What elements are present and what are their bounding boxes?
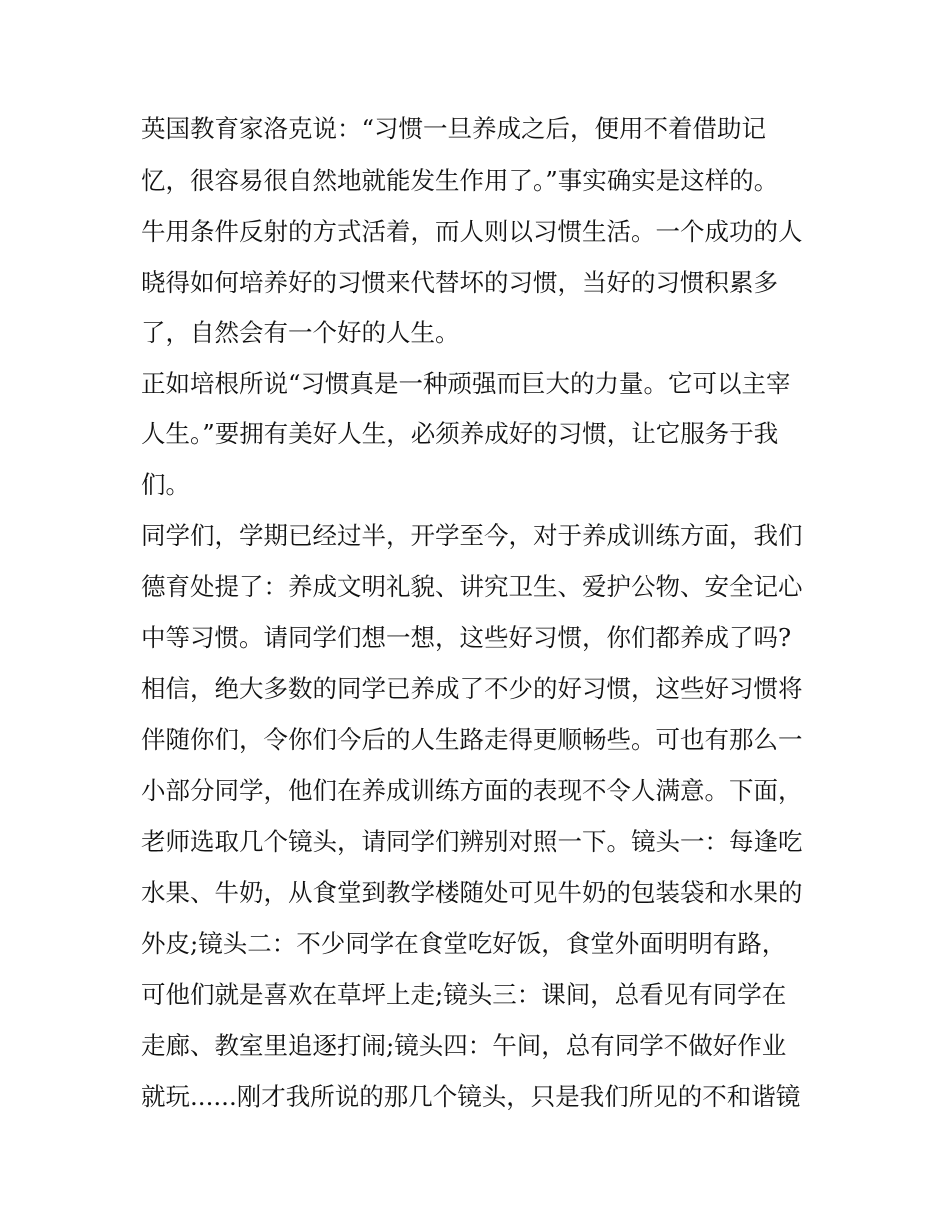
text-line: 老师选取几个镜头，请同学们辨别对照一下。镜头一：每逢吃 bbox=[141, 827, 803, 856]
text-line: 走廊、教室里追逐打闹;镜头四：午间，总有同学不做好作业 bbox=[141, 1031, 787, 1060]
text-line: 们。 bbox=[141, 470, 190, 499]
text-line: 水果、牛奶，从食堂到教学楼随处可见牛奶的包装袋和水果的 bbox=[141, 878, 803, 907]
text-line: 外皮;镜头二：不少同学在食堂吃好饭，食堂外面明明有路， bbox=[141, 929, 787, 958]
text-line: 小部分同学，他们在养成训练方面的表现不令人满意。下面， bbox=[141, 776, 803, 805]
text-line: 伴随你们，令你们今后的人生路走得更顺畅些。可也有那么一 bbox=[141, 725, 803, 754]
text-line: 中等习惯。请同学们想一想，这些好习惯，你们都养成了吗? bbox=[141, 623, 792, 652]
text-line: 可他们就是喜欢在草坪上走;镜头三：课间，总看见有同学在 bbox=[141, 980, 787, 1009]
text-line: 忆，很容易很自然地就能发生作用了。”事实确实是这样的。 bbox=[141, 166, 779, 195]
text-line: 人生。”要拥有美好人生，必须养成好的习惯，让它服务于我 bbox=[141, 419, 779, 448]
text-line: 英国教育家洛克说：“习惯一旦养成之后，便用不着借助记 bbox=[141, 114, 767, 143]
text-line: 晓得如何培养好的习惯来代替坏的习惯，当好的习惯积累多 bbox=[141, 268, 778, 297]
text-line: 相信，绝大多数的同学已养成了不少的好习惯，这些好习惯将 bbox=[141, 674, 803, 703]
text-line: 就玩......刚才我所说的那几个镜头，只是我们所见的不和谐镜 bbox=[141, 1082, 801, 1111]
text-line: 德育处提了：养成文明礼貌、讲究卫生、爱护公物、安全记心 bbox=[141, 572, 803, 601]
text-line: 同学们，学期已经过半，开学至今，对于养成训练方面，我们 bbox=[141, 521, 803, 550]
text-line: 正如培根所说“习惯真是一种顽强而巨大的力量。它可以主宰 bbox=[141, 369, 791, 398]
text-line: 了，自然会有一个好的人生。 bbox=[141, 318, 460, 347]
text-line: 牛用条件反射的方式活着，而人则以习惯生活。一个成功的人 bbox=[141, 217, 803, 246]
